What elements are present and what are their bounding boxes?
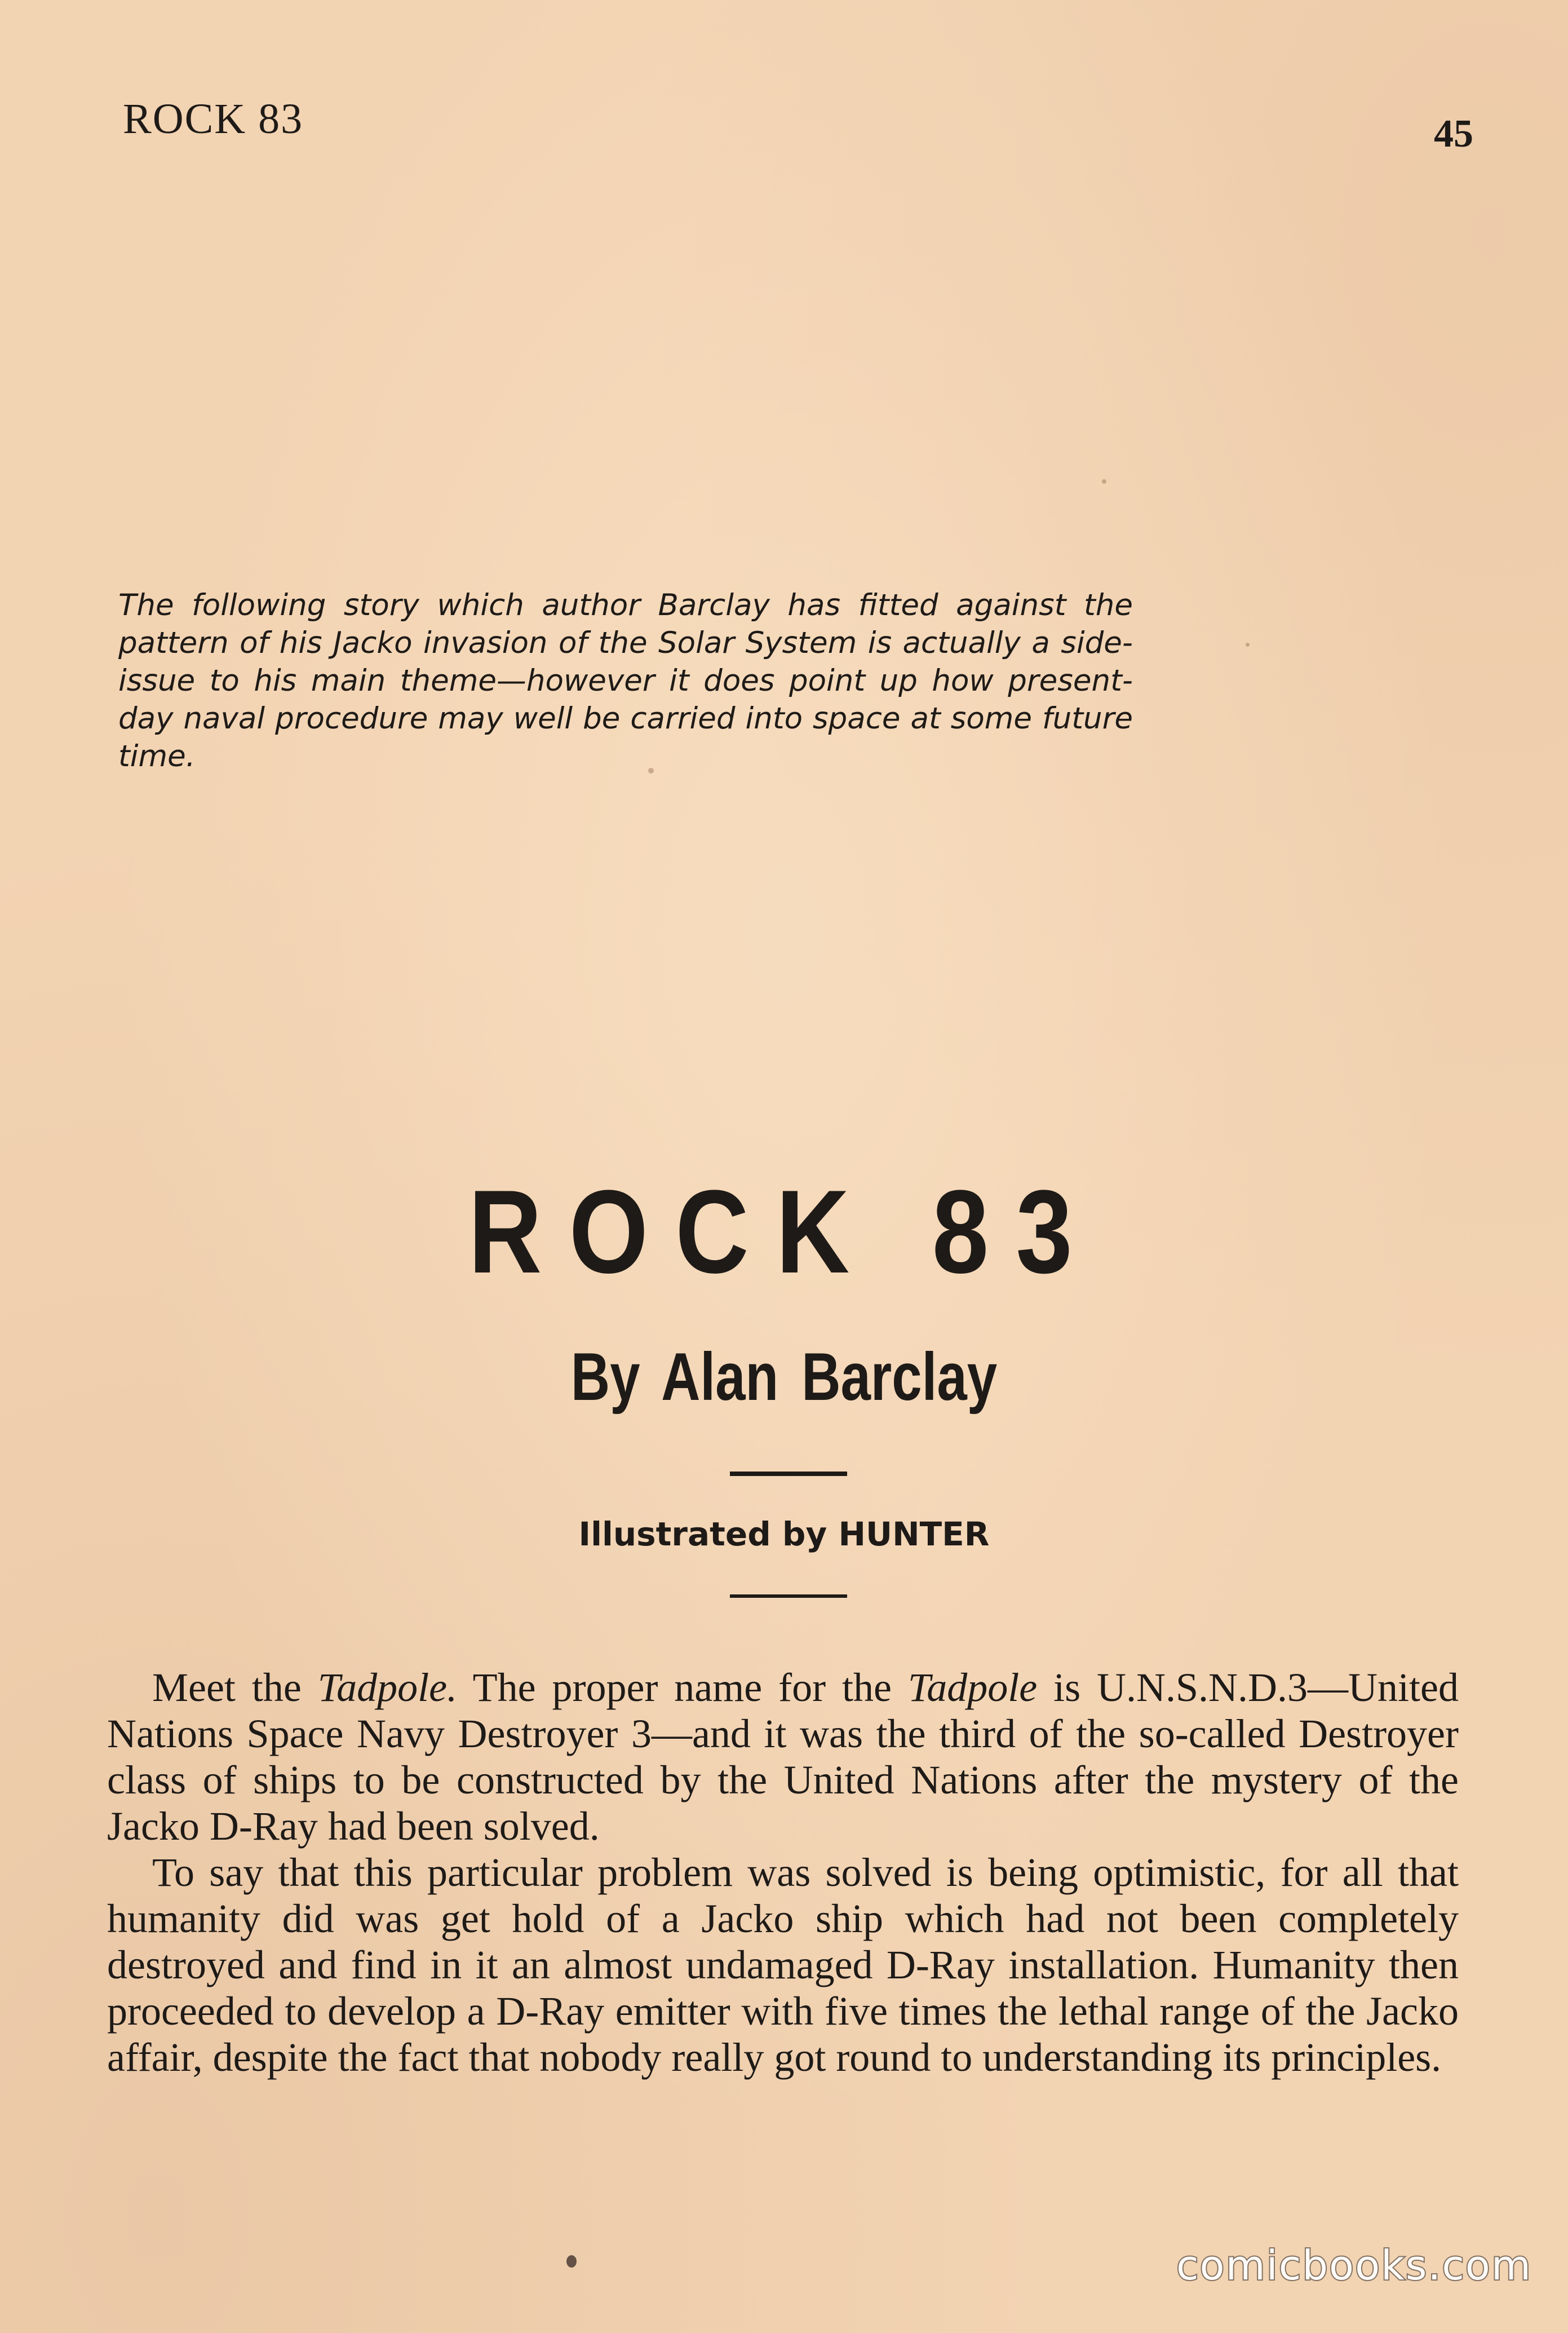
illustrator-credit: Illustrated by HUNTER <box>578 1515 990 1553</box>
divider-rule-bottom <box>730 1594 847 1598</box>
ship-name-tadpole: Tadpole. <box>317 1665 458 1710</box>
story-title: ROCK 83 <box>468 1165 1100 1298</box>
story-byline: By Alan Barclay <box>570 1339 998 1415</box>
ship-name-tadpole: Tadpole <box>907 1665 1038 1710</box>
story-body <box>107 1664 1459 2080</box>
paper-speck <box>1246 643 1250 647</box>
body-paragraph-1 <box>107 1664 1459 1849</box>
paper-speck <box>566 2255 577 2268</box>
intro-blurb: The following story which author Barclay has fitted against the pattern of his Jacko invasion of the Solar System is actually a side-issue to his main theme—however it does point up how present-day naval procedure may well be carried into space at some future time. <box>118 588 1133 774</box>
body-paragraph-1-part-c: is U.N.S.N.D.3—United Nations Space Navy Destroyer 3—and it was the third of the so-called Destroyer class of ships to be constructed by the United Nations after the mystery of the Jacko D-Ray had been solved. <box>107 1665 1459 1849</box>
running-head: ROCK 83 <box>123 95 304 143</box>
paper-speck <box>1102 479 1106 484</box>
watermark: comicbooks.com <box>1176 2242 1532 2289</box>
body-paragraph-1-part-a: Meet the <box>152 1665 318 1710</box>
body-paragraph-2: To say that this particular problem was solved is being optimistic, for all that humanity did was get hold of a Jacko ship which had not been completely destroyed and find in it an almost undamaged D-Ray installation. Humanity then proceeded to develop a D-Ray emitter with five times the lethal range of the Jacko affair, despite the fact that nobody really got round to understanding its principles. <box>107 1850 1459 2080</box>
page-number: 45 <box>1434 112 1473 156</box>
paper-speck <box>648 768 654 774</box>
divider-rule-top <box>730 1472 847 1476</box>
body-paragraph-1-part-b: The proper name for the <box>457 1665 908 1710</box>
